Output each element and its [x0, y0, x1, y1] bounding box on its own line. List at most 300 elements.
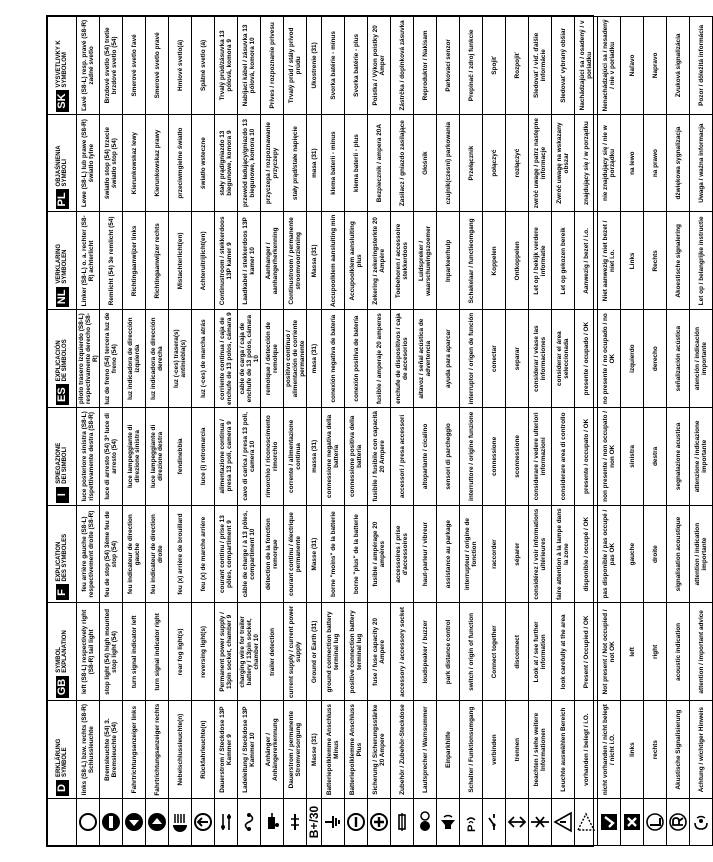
description-cell-pl: klema baterii - minus — [322, 114, 345, 212]
description-cell-i: luce di arresto (54) 3ª luce di arresto (54) — [100, 408, 123, 506]
description-cell-gb: charging wire for trailer battery / 13pin socket, chamber 10 — [238, 603, 261, 701]
description-cell-f: pas disponible / pas occupé / pas OK — [598, 505, 621, 603]
description-cell-pl: nie znajdujący się / nie w porządku — [598, 114, 621, 212]
description-cell-i: cavo di carica / presa 13 poli, camera 10 — [238, 408, 261, 506]
table-row — [238, 17, 261, 846]
language-code-badge: NL — [56, 287, 69, 308]
indicator-left-icon — [123, 799, 145, 845]
description-cell-nl: Ontkoppelen — [506, 212, 529, 310]
description-cell-sk: Svorka batérie - plus — [345, 17, 368, 115]
table-row — [77, 17, 100, 846]
description-cell-es: altavoz / señal acústica de advertencia — [414, 310, 437, 408]
description-cell-es: atención / indicación importante — [690, 310, 713, 408]
description-cell-sk: Sledovať vybraný obšiar — [552, 17, 575, 115]
right-r-icon — [667, 799, 689, 845]
description-cell-es: ayuda para aparcar — [437, 310, 460, 408]
description-cell-es: piloto trasero izquierdo (S8-L) respectivamente derecho (S8-R) — [77, 310, 100, 408]
symbol-cell — [644, 799, 667, 846]
description-cell-pl: Głośnik — [414, 114, 437, 212]
description-cell-d: Bremsleuchte (54) 3. Bremsleuchte (54) — [100, 701, 123, 799]
circle-outline-icon — [77, 799, 99, 845]
description-cell-sk: Brzdové svetlo (54) tretie brzdové svetlo (54) — [100, 17, 123, 115]
description-cell-pl: Kierunkowskaz prawy — [146, 114, 169, 212]
description-cell-f: feu arrière gauche (S8-L) respectivement droite (S8-R) — [77, 505, 100, 603]
description-cell-gb: Not present / Not occupied / not OK — [598, 603, 621, 701]
symbol-cell — [192, 799, 215, 846]
description-cell-gb: acoustic indication — [667, 603, 690, 701]
description-cell-pl: rozłączyć — [506, 114, 529, 212]
language-title: EXPLICACIÓN DE SÍMBOLOS — [55, 339, 68, 382]
description-cell-sk: Hmlové svetlo(á) — [169, 17, 192, 115]
table-row — [644, 17, 667, 846]
table-row — [621, 17, 644, 846]
symbol-legend-sheet — [46, 15, 708, 847]
description-cell-nl: Richtingaanwijzer links — [123, 212, 146, 310]
table-row — [215, 17, 238, 846]
description-cell-gb: trailer detection — [261, 603, 284, 701]
description-cell-es: enchufe de dispositivos / caja de accesorios — [391, 310, 414, 408]
table-row — [169, 17, 192, 846]
trailer-detection-icon — [261, 799, 283, 845]
stop-circle-icon — [100, 799, 122, 845]
description-cell-nl: Let op / belangrijke instructie — [690, 212, 713, 310]
language-header-content — [56, 117, 69, 210]
table-row — [284, 17, 307, 846]
description-cell-pl: stały prąd/stałe napięcie — [284, 114, 307, 212]
description-cell-sk: Zvuková signalizácia — [667, 17, 690, 115]
symbol-cell — [667, 799, 690, 846]
description-cell-gb: positive connection battery terminal lug — [345, 603, 368, 701]
description-cell-sk: Smerové svetlo ľavé — [123, 17, 146, 115]
symbol-cell — [261, 799, 284, 846]
description-cell-sk: Spojiť — [483, 17, 506, 115]
description-cell-sk: Ľavé (S8-L) resp. pravé (S8-R) zadné svetlo — [77, 17, 100, 115]
description-cell-es: conexión positiva de batería — [345, 310, 368, 408]
description-cell-d: rechts — [644, 701, 667, 799]
description-cell-f: haut-parleur / vibreur — [414, 505, 437, 603]
description-cell-i: fendinebbia — [169, 408, 192, 506]
description-cell-pl: stały prąd/gniazdo 13 biegunowe, komora 9 — [215, 114, 238, 212]
description-cell-d: Nebelschlussleuchte(n) — [169, 701, 192, 799]
language-code-badge: I — [56, 487, 69, 503]
description-cell-d: Achtung / wichtiger Hinweis — [690, 701, 713, 799]
description-cell-d: links — [621, 701, 644, 799]
description-cell-pl: czujnik(czesni) parkowania — [437, 114, 460, 212]
language-header-sk — [48, 17, 77, 115]
description-cell-nl: Niet aanwezig / niet bezet / niet i.o. — [598, 212, 621, 310]
table-row — [575, 17, 598, 846]
description-cell-pl: Bezpiecznik / ampera 20A — [368, 114, 391, 212]
description-cell-i: attenzione / indicazione importante — [690, 408, 713, 506]
description-cell-es: interruptor / origen de función — [460, 310, 483, 408]
language-header-gb — [48, 603, 77, 701]
description-cell-gb: left — [621, 603, 644, 701]
language-title: VERKLARING SYMBOLEN — [55, 243, 68, 284]
description-cell-f: borne "plus" de la batterie — [345, 505, 368, 603]
language-code-badge: GB — [56, 676, 69, 699]
description-cell-f: Masse (31) — [307, 505, 322, 603]
description-cell-f: disponible / occupé / OK — [575, 505, 598, 603]
description-cell-es: señalización acústica — [667, 310, 690, 408]
description-cell-gb: current supply / current power supply — [284, 603, 307, 701]
description-cell-pl: klema baterii - plus — [345, 114, 368, 212]
symbol-cell — [146, 799, 169, 846]
description-cell-es: no presente / no ocupado / no OK — [598, 310, 621, 408]
description-cell-nl: Aanhanger / aanhangerherkenning — [261, 212, 284, 310]
description-cell-d: Zubehör / Zubehör-Steckdose — [391, 701, 414, 799]
description-cell-gb: look carefully at the area — [552, 603, 575, 701]
description-cell-gb: switch / origin of function — [460, 603, 483, 701]
description-cell-gb: ground connection battery terminal lug — [322, 603, 345, 701]
description-cell-i: connessione negativa della batteria — [322, 408, 345, 506]
language-code-badge: F — [56, 585, 69, 601]
description-cell-nl: Mistachterlicht(en) — [169, 212, 192, 310]
description-cell-i: corrente / alimentazione continua — [284, 408, 307, 506]
selected-area-icon — [575, 799, 597, 845]
symbol-cell — [123, 799, 146, 846]
language-title: OBJAŚNIENIA SYMBOLI — [55, 145, 68, 187]
description-cell-gb: right — [644, 603, 667, 701]
language-header-content — [56, 703, 69, 796]
description-cell-gb: fuse / fuse capacity 20 Ampere — [368, 603, 391, 701]
description-cell-nl: Continustroom / permanente stroomvoorziening — [284, 212, 307, 310]
language-header-i — [48, 408, 77, 506]
description-cell-i: massa (31) — [307, 408, 322, 506]
symbol-cell — [529, 799, 552, 846]
language-header-content — [56, 312, 69, 405]
description-cell-es: luz (-ces) de marcha atrás — [192, 310, 215, 408]
permanent-supply-icon — [215, 799, 237, 845]
description-cell-es: cable de carga / caja de enchufe de 13 polos, cámara 10 — [238, 310, 261, 408]
description-cell-nl: Zekering / zekeringsterkte 20 Ampère — [368, 212, 391, 310]
description-cell-d: beachten / siehe weitere Informationen — [529, 701, 552, 799]
warning-info-icon — [552, 799, 574, 845]
table-row — [483, 17, 506, 846]
description-cell-d: Ladeleitung / Steckdose 13P Kammer 10 — [238, 701, 261, 799]
description-cell-sk: Reproduktor / Nakisam — [414, 17, 437, 115]
description-cell-gb: Ground or Earth (31) — [307, 603, 322, 701]
symbol-cell — [414, 799, 437, 846]
symbol-cell — [284, 799, 307, 846]
description-cell-gb: Present / Occupied / OK — [575, 603, 598, 701]
language-code-badge: PL — [56, 189, 69, 209]
description-cell-es: luz (-ces) trasera(s) antiniebla(s) — [169, 310, 192, 408]
description-cell-gb: Connect together — [483, 603, 506, 701]
language-code-badge: SK — [56, 90, 69, 111]
description-cell-f: considérez / voir informations ultérieures — [529, 505, 552, 603]
description-cell-nl: Let op gekozen bereik — [552, 212, 575, 310]
description-cell-es: presente / ocupado / OK — [575, 310, 598, 408]
language-header-nl — [48, 212, 77, 310]
plus-circle-icon — [368, 799, 390, 845]
description-cell-pl: dźwiękowa sygnalizacja — [667, 114, 690, 212]
description-cell-es: luz indicadora de dirección derecha — [146, 310, 169, 408]
symbol-cell — [77, 799, 100, 846]
description-cell-es: derecho — [644, 310, 667, 408]
description-cell-sk: Prepínač / zdroj funkcie — [460, 17, 483, 115]
disconnect-icon — [529, 799, 551, 845]
description-cell-d: Fahrtrichtungsanzeiger rechts — [146, 701, 169, 799]
symbol-cell — [238, 799, 261, 846]
description-cell-d: Dauerstrom / permanente Stromversorgung — [284, 701, 307, 799]
description-cell-sk: Zástrčka / doplnková zásuvka — [391, 17, 414, 115]
description-cell-d: Fahrtrichtungsanzeiger links — [123, 701, 146, 799]
description-cell-pl: zwróć uwagę / patrz następne informacje — [529, 114, 552, 212]
connect-icon — [506, 799, 528, 845]
description-cell-pl: Lewe (S8-L) lub prawe (S8-R) światło tylne — [77, 114, 100, 212]
description-cell-d: Masse (31) — [307, 701, 322, 799]
description-cell-pl: masa (31) — [307, 114, 322, 212]
left-l-icon — [644, 799, 666, 845]
description-cell-es: masa (31) — [307, 310, 322, 408]
symbol-cell — [575, 799, 598, 846]
table-row — [529, 17, 552, 846]
description-cell-pl: Uwaga / ważna informacja — [690, 114, 713, 212]
symbol-cell — [460, 799, 483, 846]
language-header-content — [56, 606, 69, 699]
description-cell-i: altoparlante / cicalino — [414, 408, 437, 506]
language-title: SPIEGAZIONE DEI SIMBOLI — [55, 442, 68, 484]
description-cell-nl: Accupoolklem aansluiting min — [322, 212, 345, 310]
table-row — [146, 17, 169, 846]
description-cell-d: Batteriepolklemme Anschluss Minus — [322, 701, 345, 799]
description-cell-pl: na prawo — [644, 114, 667, 212]
description-cell-nl: Rechts — [644, 212, 667, 310]
description-cell-d: vorhanden / belegt / i.O. — [575, 701, 598, 799]
description-cell-d: trennen — [506, 701, 529, 799]
description-cell-es: considerar / véase las informaciones — [529, 310, 552, 408]
description-cell-i: sensori di parcheggio — [437, 408, 460, 506]
language-title: SYMBOL EXPLANATION — [55, 630, 68, 673]
description-cell-d: Leuchte auswählen Bereich — [552, 701, 575, 799]
symbol-cell — [345, 799, 368, 846]
table-row — [460, 17, 483, 846]
description-cell-pl: Przełącznik — [460, 114, 483, 212]
description-cell-f: câble de charge / à 13 pôles, compartiment 10 — [238, 505, 261, 603]
description-cell-pl: światło stop (54) trzecie światło stop (54) — [100, 114, 123, 212]
table-row — [192, 17, 215, 846]
description-cell-pl: Zwróć uwagę na wskazany obszar — [552, 114, 575, 212]
description-cell-es: fusible / amperaje 20 amperes — [368, 310, 391, 408]
description-cell-i: luce lampeggiante di direzione sinistra — [123, 408, 146, 506]
description-cell-sk: Svorka batérie - mínus — [322, 17, 345, 115]
description-cell-pl: przewód ładujący/gniazdo 13 biegunowe, komora 10 — [238, 114, 261, 212]
description-cell-nl: Let op / bekijk verdere informatie — [529, 212, 552, 310]
symbol-legend-table — [47, 16, 713, 846]
svg-text:P: P — [466, 824, 478, 832]
description-cell-gb: reversing light(s) — [192, 603, 215, 701]
description-cell-sk: Nachádzajúci sa / osadený / v poriadku — [575, 17, 598, 115]
language-header-d — [48, 701, 77, 799]
table-row — [391, 17, 414, 846]
description-cell-sk: Ukostrenie (31) — [307, 17, 322, 115]
description-cell-gb: park distance control — [437, 603, 460, 701]
description-cell-f: borne "moins" de la batterie — [322, 505, 345, 603]
table-row — [506, 17, 529, 846]
description-cell-nl: Luidspreker / waarschuwingszoemer — [414, 212, 437, 310]
description-cell-pl: znajdujący się / w porządku — [575, 114, 598, 212]
loudspeaker-icon — [437, 799, 459, 845]
description-cell-es: remolque / detección de remolque — [261, 310, 284, 408]
description-cell-d: Batteriepolklemme Anschluss Plus — [345, 701, 368, 799]
language-title: EXPLICATION DES SYMBOLES — [55, 533, 68, 582]
description-cell-pl: Kierunkowskaz lewy — [123, 114, 146, 212]
symbol-cell — [322, 799, 345, 846]
fuse-icon — [391, 799, 413, 845]
description-cell-d: Rückfahrleuchte(n) — [192, 701, 215, 799]
table-row — [307, 17, 322, 846]
description-cell-gb: stop light (54) high mounted stop light (54) — [100, 603, 123, 701]
description-cell-es: luz de freno (54) tercera luz de freno (54) — [100, 310, 123, 408]
language-header-f — [48, 505, 77, 603]
description-cell-gb: rear fog light(s) — [169, 603, 192, 701]
description-cell-pl: Zasilacz / gniazdo zasilające — [391, 114, 414, 212]
description-cell-sk: Parkovací senzor — [437, 17, 460, 115]
description-cell-i: destra — [644, 408, 667, 506]
table-row — [261, 17, 284, 846]
language-header-content — [56, 410, 69, 503]
description-cell-i: considerare / vedere ulteriori informazioni — [529, 408, 552, 506]
description-cell-i: sinistra — [621, 408, 644, 506]
table-row — [667, 17, 690, 846]
description-cell-f: séparer — [506, 505, 529, 603]
description-cell-pl: połączyć — [483, 114, 506, 212]
description-cell-gb: accessory / accessory socket — [391, 603, 414, 701]
accessory-socket-icon — [414, 799, 436, 845]
description-cell-gb: attention / important advice — [690, 603, 713, 701]
description-cell-f: faire attention à la lampe dans la zone — [552, 505, 575, 603]
symbol-cell — [169, 799, 192, 846]
description-cell-nl: Accupoolklem aansluiting plus — [345, 212, 368, 310]
description-cell-gb: turn signal indicator left — [123, 603, 146, 701]
description-cell-nl: Remlicht (54) 3e remlicht (54) — [100, 212, 123, 310]
symbol-cell — [437, 799, 460, 846]
description-cell-nl: Links — [621, 212, 644, 310]
description-cell-d: verbinden — [483, 701, 506, 799]
symbol-cell — [391, 799, 414, 846]
language-header-content — [56, 215, 69, 308]
description-cell-sk: Nabíjací kábel / zásuvka 13 pólová, komora 10 — [238, 17, 261, 115]
description-cell-f: gauche — [621, 505, 644, 603]
description-cell-i: presente / occupato / OK — [575, 408, 598, 506]
table-row — [598, 17, 621, 846]
table-row — [100, 17, 123, 846]
description-cell-i: sconnessione — [506, 408, 529, 506]
description-cell-d: Einparkhilfe — [437, 701, 460, 799]
description-cell-d: Dauerstrom / Steckdose 13P Kammer 9 — [215, 701, 238, 799]
description-cell-es: izquierdo — [621, 310, 644, 408]
description-cell-d: Schalter / Funktionsumgang — [460, 701, 483, 799]
description-cell-f: raccorder — [483, 505, 506, 603]
description-cell-i: luce posteriore sinistra (S8-L) rispettivamente destra (S8-R) — [77, 408, 100, 506]
switch-icon — [483, 799, 505, 845]
description-cell-i: considerare area di controllo — [552, 408, 575, 506]
description-cell-i: segnalazione acustica — [667, 408, 690, 506]
reversing-light-icon — [192, 799, 214, 845]
description-cell-f: feu (x) de marche arrière — [192, 505, 215, 603]
description-cell-f: interrupteur / origine de fonction — [460, 505, 483, 603]
description-cell-f: accessoires / prise d'accessoires — [391, 505, 414, 603]
battery-terminal-label: B+/30 — [307, 805, 321, 839]
table-row — [368, 17, 391, 846]
description-cell-nl: Akoestische signalering — [667, 212, 690, 310]
description-cell-i: accessori / presa accessori — [391, 408, 414, 506]
description-cell-f: feu indicateur de direction gauche — [123, 505, 146, 603]
description-cell-gb: left (S8-L) respectively right (S8-R) tail light — [77, 603, 100, 701]
description-cell-f: fusible / ampérage 20 ampères — [368, 505, 391, 603]
present-check-icon — [598, 799, 620, 845]
symbol-cell — [690, 799, 713, 846]
symbol-column-header — [48, 799, 77, 846]
description-cell-gb: Permanent power supply / 13pin socket, chamber 9 — [215, 603, 238, 701]
table-row — [414, 17, 437, 846]
description-cell-nl: Laadkabel / stekkerdoos 13P kamer 10 — [238, 212, 261, 310]
description-cell-es: conectar — [483, 310, 506, 408]
table-row — [322, 17, 345, 846]
description-cell-pl: na lewo — [621, 114, 644, 212]
description-cell-nl: Richtingaanwijzer rechts — [146, 212, 169, 310]
description-cell-f: détection de la fonction remorque — [261, 505, 284, 603]
description-cell-nl: Toebehoren / accessoire stekkerdoos — [391, 212, 414, 310]
description-cell-i: fusibile / fusibile con capacità 20 Ampere — [368, 408, 391, 506]
description-cell-es: conexión negativa de batería — [322, 310, 345, 408]
description-cell-nl: Inparkeerhulp — [437, 212, 460, 310]
language-code-badge: ES — [56, 384, 69, 405]
description-cell-sk: Príves / rozpoznanie prívesu — [261, 17, 284, 115]
description-cell-d: Lautsprecher / Warnsummer — [414, 701, 437, 799]
description-cell-es: positivo continuo / alimentación de corriente permanente — [284, 310, 307, 408]
description-cell-sk: Trvalý prúd / stály prívod prúdu — [284, 17, 307, 115]
table-row — [437, 17, 460, 846]
description-cell-sk: Spätné svetlo (á) — [192, 17, 215, 115]
description-cell-nl: Continustroom / stekkerdoos 13P kamer 9 — [215, 212, 238, 310]
description-cell-f: droite — [644, 505, 667, 603]
symbol-cell — [621, 799, 644, 846]
charging-wire-icon — [238, 799, 260, 845]
language-header-es — [48, 310, 77, 408]
description-cell-es: luz indicadora de dirección izquierda — [123, 310, 146, 408]
current-supply-icon — [284, 799, 306, 845]
description-cell-i: luce (i) retromarcia — [192, 408, 215, 506]
description-cell-f: feu de stop (54) 3ème feu de stop (54) — [100, 505, 123, 603]
description-cell-i: rimorchio / riconoscimento rimorchio — [261, 408, 284, 506]
description-cell-d: nicht vorhanden / nicht belegt / nicht i.O. — [598, 701, 621, 799]
table-row — [123, 17, 146, 846]
symbol-cell — [483, 799, 506, 846]
description-cell-gb: Look at / see further information — [529, 603, 552, 701]
language-title: VYSVETLIVKY K SYMBOLOM — [55, 40, 68, 88]
description-cell-i: connessione positiva della batteria — [345, 408, 368, 506]
language-header-content — [56, 19, 69, 112]
description-cell-i: interruttore / origine funzione — [460, 408, 483, 506]
ground-earth-icon — [322, 799, 344, 845]
table-row — [345, 17, 368, 846]
description-cell-es: corriente continua / caja de enchufe de 13 polos, cámara 9 — [215, 310, 238, 408]
table-row — [690, 17, 713, 846]
description-cell-f: feu indicateur de direction droite — [146, 505, 169, 603]
description-cell-sk: Smerové svetlo pravé — [146, 17, 169, 115]
description-cell-sk: Pozor / dôležitá informácia — [690, 17, 713, 115]
description-cell-sk: Poistka / Výkon poistky 20 Amper — [368, 17, 391, 115]
description-cell-sk: Sledovať / viď. ďalšie informácie — [529, 17, 552, 115]
description-cell-es: separar — [506, 310, 529, 408]
language-header-content — [56, 508, 69, 601]
description-cell-nl: Linker (S8-L) o. a. rechter (S8-R) achterlicht — [77, 212, 100, 310]
symbol-cell — [100, 799, 123, 846]
description-cell-f: courant continu / électrique permanente — [284, 505, 307, 603]
symbol-cell — [215, 799, 238, 846]
minus-circle-icon — [345, 799, 367, 845]
